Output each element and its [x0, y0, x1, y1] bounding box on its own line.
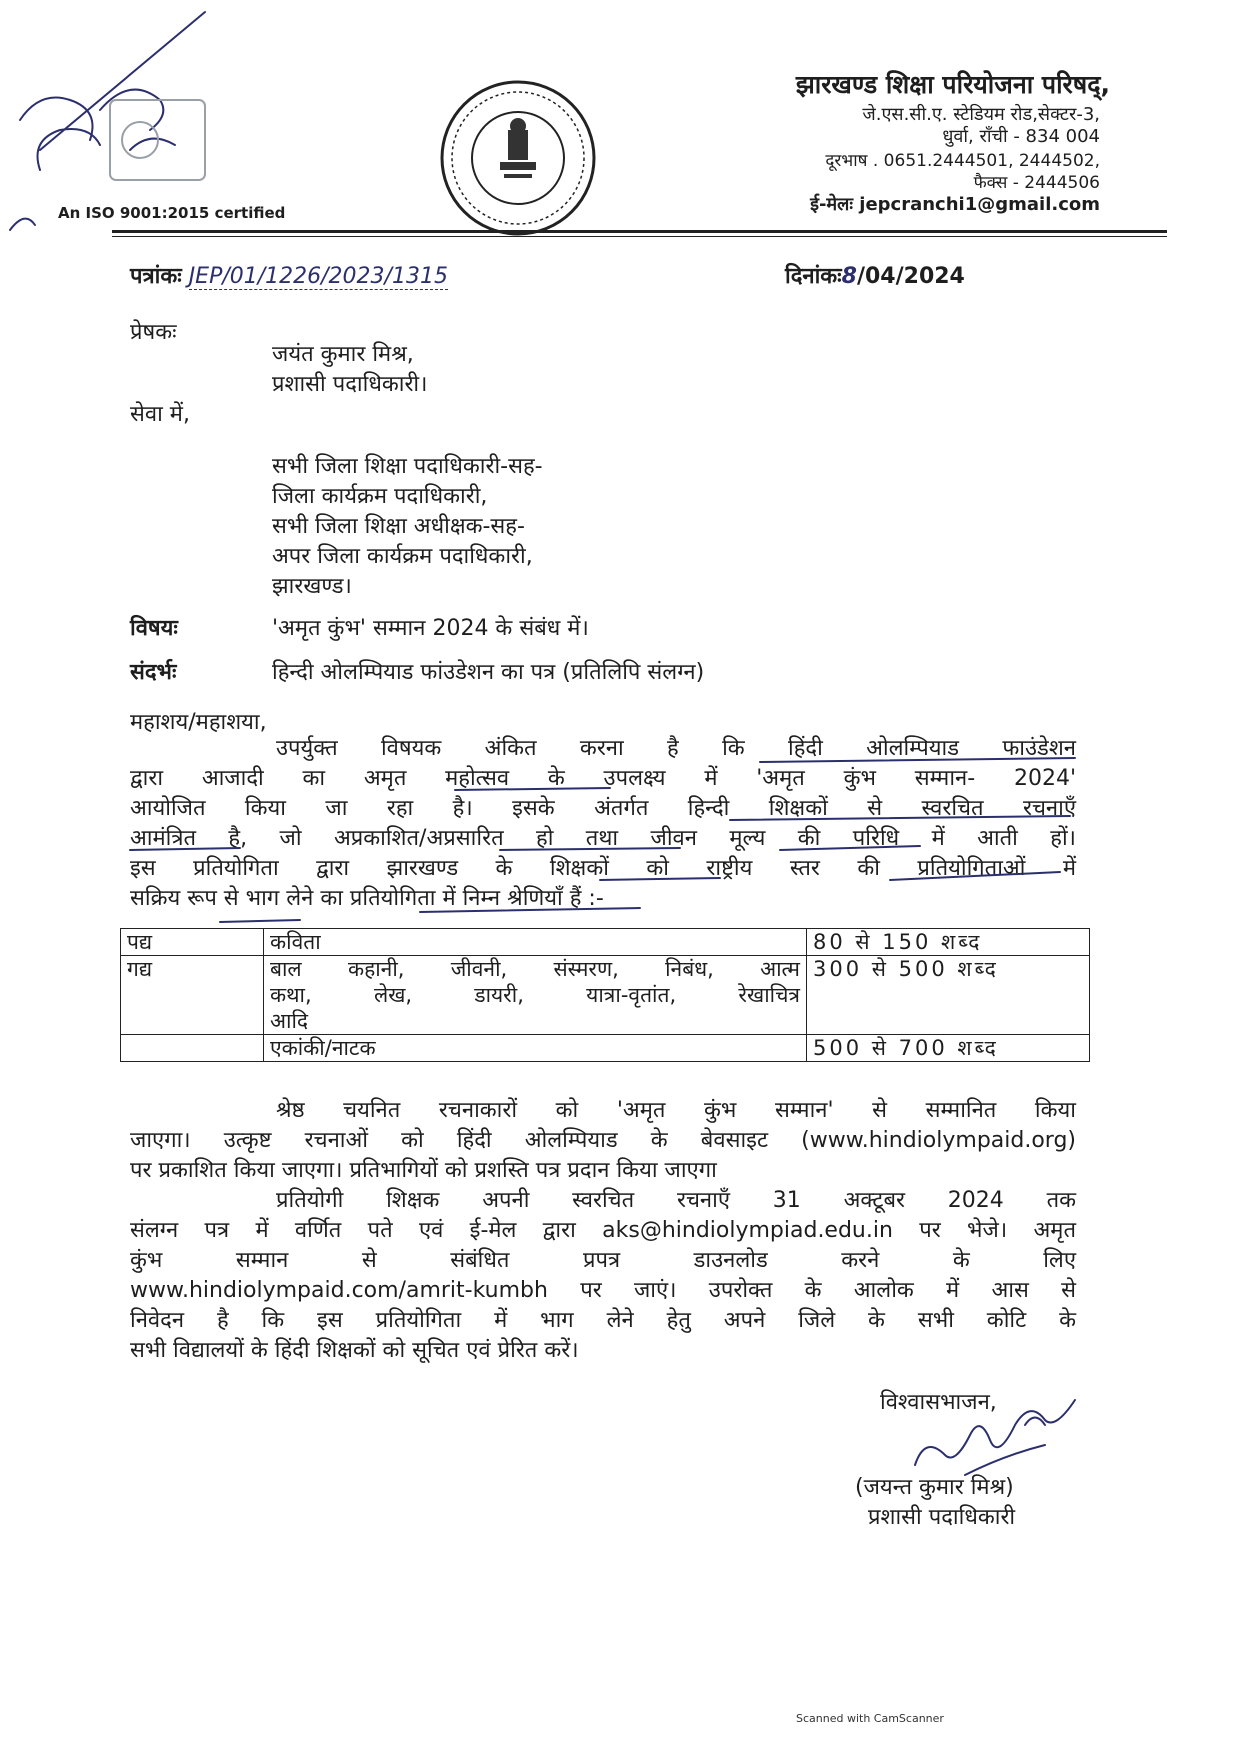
- para3-line-4: www.hindiolympaid.com/amrit-kumbh पर जाएं। उपरोक्त के आलोक में आस से: [130, 1278, 1076, 1303]
- letter-date-label: दिनांकः: [785, 264, 842, 289]
- table-cell-words: 300 से 500 शब्द: [807, 956, 1090, 1035]
- genre-line: एकांकी/नाटक: [270, 1036, 376, 1060]
- table-cell-genre: [264, 1035, 807, 1062]
- genre-line: बाल कहानी, जीवनी, संस्मरण, निबंध, आत्म: [270, 957, 800, 981]
- para3-line-2: संलग्न पत्र में वर्णित पते एवं ई-मेल द्वारा aks@hindiolympiad.edu.in पर भेजे। अमृत: [130, 1218, 1076, 1243]
- scanner-watermark: Scanned with CamScanner: [796, 1712, 944, 1725]
- table-cell-words: 500 से 700 शब्द: [807, 1035, 1090, 1062]
- iso-certification: An ISO 9001:2015 certified: [58, 204, 286, 222]
- table-cell-words: 80 से 150 शब्द: [807, 929, 1090, 956]
- table-cell-genre: [264, 956, 807, 1035]
- para3-line-3: कुंभ सम्मान से संबंधित प्रपत्र डाउनलोड करने के लिए: [130, 1248, 1076, 1273]
- para2-line-2: जाएगा। उत्कृष्ट रचनाओं को हिंदी ओलम्पियाड के बेवसाइट (www.hindiolympaid.org): [130, 1128, 1076, 1153]
- genre-line: कविता: [270, 930, 321, 954]
- recipient-line-1: सभी जिला शिक्षा पदाधिकारी-सह-: [272, 454, 543, 479]
- reference-label: संदर्भः: [130, 660, 177, 685]
- para3-line-6: सभी विद्यालयों के हिंदी शिक्षकों को सूचित एवं प्रेरित करें।: [130, 1338, 579, 1363]
- handwritten-signature: [905, 1385, 1095, 1485]
- recipient-line-2: जिला कार्यक्रम पदाधिकारी,: [272, 484, 488, 509]
- table-cell-type: [121, 1035, 264, 1062]
- org-email: ई-मेलः jepcranchi1@gmail.com: [810, 194, 1100, 215]
- genre-line: आदि: [270, 1009, 309, 1033]
- letter-date-day: 8: [841, 264, 857, 289]
- table-row: [121, 929, 1090, 956]
- table-cell-type: गद्य: [121, 956, 264, 1035]
- recipient-line-4: अपर जिला कार्यक्रम पदाधिकारी,: [272, 544, 533, 569]
- org-address-line-2: धुर्वा, राँची - 834 004: [942, 126, 1100, 147]
- para3-line-5: निवेदन है कि इस प्रतियोगिता में भाग लेने हेतु अपने जिले के सभी कोटि के: [130, 1308, 1076, 1333]
- sender-title: प्रशासी पदाधिकारी।: [272, 372, 428, 397]
- table-cell-genre: [264, 929, 807, 956]
- table-row: [121, 1035, 1090, 1062]
- reference-text: हिन्दी ओलम्पियाड फांउडेशन का पत्र (प्रतिलिपि संलग्न): [272, 660, 705, 685]
- para1-line-6: सक्रिय रूप से भाग लेने का प्रतियोगिता में निम्न श्रेणियाँ हैं :-: [130, 886, 604, 911]
- table-row: [121, 956, 1090, 1035]
- sender-label: प्रेषकः: [130, 320, 177, 345]
- para1-line-5: इस प्रतियोगिता द्वारा झारखण्ड के शिक्षकों को राष्ट्रीय स्तर की प्रतियोगिताओं में: [130, 856, 1076, 881]
- letter-date-rest: /04/2024: [856, 264, 965, 289]
- header-divider: [112, 230, 1167, 233]
- subject-label: विषयः: [130, 616, 178, 641]
- salutation: महाशय/महाशया,: [130, 710, 267, 735]
- org-fax: फैक्स - 2444506: [973, 173, 1100, 193]
- para2-line-1: श्रेष्ठ चयनित रचनाकारों को 'अमृत कुंभ सम्मान' से सम्मानित किया: [276, 1098, 1076, 1123]
- government-emblem-seal: [438, 78, 598, 238]
- org-name: झारखण्ड शिक्षा परियोजना परिषद्,: [795, 70, 1110, 99]
- para2-line-3: पर प्रकाशित किया जाएगा। प्रतिभागियों को प्रशस्ति पत्र प्रदान किया जाएगा: [130, 1158, 717, 1183]
- para1-line-2: द्वारा आजादी का अमृत महोत्सव के उपलक्ष्य में 'अमृत कुंभ सम्मान- 2024': [130, 766, 1076, 791]
- para1-line-3: आयोजित किया जा रहा है। इसके अंतर्गत हिन्दी शिक्षकों से स्वरचित रचनाएँ: [130, 796, 1076, 821]
- closing: विश्वासभाजन,: [880, 1390, 997, 1415]
- para1-line-4: आमंत्रित है, जो अप्रकाशित/अप्रसारित हो तथा जीवन मूल्य की परिधि में आती हों।: [130, 826, 1076, 851]
- signatory-title: प्रशासी पदाधिकारी: [868, 1505, 1016, 1530]
- sender-name: जयंत कुमार मिश्र,: [272, 342, 414, 367]
- para1-line-1: उपर्युक्त विषयक अंकित करना है कि हिंदी ओलम्पियाड फाउंडेशन: [276, 736, 1076, 761]
- to-label: सेवा में,: [130, 402, 190, 427]
- letter-number-value: JEP/01/1226/2023/1315: [188, 264, 448, 289]
- genre-line: कथा, लेख, डायरी, यात्रा-वृतांत, रेखाचित्र: [270, 983, 800, 1007]
- letter-number-label: पत्रांकः: [130, 264, 182, 289]
- table-cell-type: पद्य: [121, 929, 264, 956]
- header-divider-thin: [112, 236, 1167, 237]
- org-address-line-1: जे.एस.सी.ए. स्टेडियम रोड,सेक्टर-3,: [862, 104, 1100, 125]
- para3-line-1: प्रतियोगी शिक्षक अपनी स्वरचित रचनाएँ 31 अक्टूबर 2024 तक: [276, 1188, 1076, 1213]
- category-table: [120, 928, 1090, 1062]
- letter-date: [785, 262, 965, 292]
- org-phone: दूरभाष . 0651.2444501, 2444502,: [825, 151, 1100, 171]
- subject-text: 'अमृत कुंभ' सम्मान 2024 के संबंध में।: [272, 616, 589, 641]
- signatory-name: (जयन्त कुमार मिश्र): [855, 1475, 1014, 1500]
- recipient-line-5: झारखण्ड।: [272, 574, 352, 599]
- letter-number: [130, 262, 448, 292]
- recipient-line-3: सभी जिला शिक्षा अधीक्षक-सह-: [272, 514, 525, 539]
